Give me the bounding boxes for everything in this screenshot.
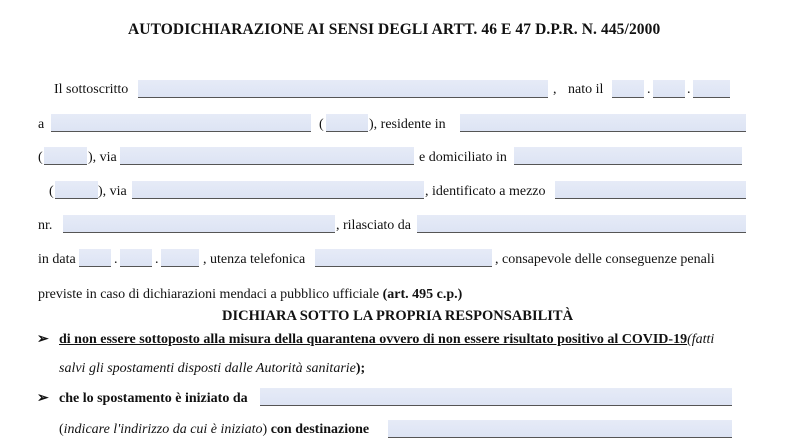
text-paren-close: ) bbox=[262, 422, 268, 437]
label-consapevole: , consapevole delle conseguenze penali bbox=[495, 252, 715, 267]
field-numero-documento[interactable] bbox=[63, 215, 335, 233]
text-previste: previste in caso di dichiarazioni mendaci a pubblico ufficiale bbox=[38, 287, 380, 302]
label-utenza: , utenza telefonica bbox=[203, 252, 306, 267]
field-telefono[interactable] bbox=[315, 249, 492, 267]
field-nascita-mese[interactable] bbox=[653, 80, 685, 98]
label-comma: , bbox=[553, 82, 557, 97]
field-documento[interactable] bbox=[555, 181, 746, 199]
label-paren-open: ( bbox=[49, 184, 54, 199]
field-provincia-domicilio[interactable] bbox=[55, 181, 98, 199]
field-nome[interactable] bbox=[138, 80, 548, 98]
field-domicilio[interactable] bbox=[514, 147, 742, 165]
item-quarantena-line2 bbox=[59, 361, 365, 377]
arrow-bullet-icon: ➢ bbox=[37, 391, 49, 406]
field-destinazione[interactable] bbox=[388, 420, 732, 438]
label-a: a bbox=[38, 117, 45, 132]
text-fatti: (fatti bbox=[687, 332, 715, 347]
section-heading-dichiara: DICHIARA SOTTO LA PROPRIA RESPONSABILITÀ bbox=[222, 308, 574, 324]
label-paren-open: ( bbox=[319, 117, 324, 132]
field-via-domicilio[interactable] bbox=[132, 181, 424, 199]
date-separator: . bbox=[687, 82, 691, 97]
label-via: ), via bbox=[98, 184, 127, 199]
arrow-bullet-icon: ➢ bbox=[37, 332, 49, 347]
text-salvi: salvi gli spostamenti disposti dalle Autorità sanitarie bbox=[59, 361, 356, 376]
field-via-residenza[interactable] bbox=[120, 147, 414, 165]
date-separator: . bbox=[114, 252, 118, 267]
field-rilascio-mese[interactable] bbox=[120, 249, 152, 267]
label-spostamento: che lo spostamento è iniziato da bbox=[59, 391, 248, 406]
label-in-data: in data bbox=[38, 252, 76, 267]
date-separator: . bbox=[647, 82, 651, 97]
text-quarantena: di non essere sottoposto alla misura della quarantena ovvero di non essere risultato positivo al COVID-19 bbox=[59, 332, 688, 347]
label-previste bbox=[38, 287, 462, 303]
label-destinazione bbox=[59, 422, 369, 438]
field-rilascio-anno[interactable] bbox=[161, 249, 199, 267]
field-rilascio-giorno[interactable] bbox=[79, 249, 111, 267]
text-con-destinazione: con destinazione bbox=[267, 422, 370, 437]
label-identificato: , identificato a mezzo bbox=[425, 184, 546, 199]
field-provincia-residenza[interactable] bbox=[44, 147, 87, 165]
text-art-495: (art. 495 c.p.) bbox=[382, 287, 463, 302]
label-paren-open: ( bbox=[38, 150, 43, 165]
label-rilasciato: , rilasciato da bbox=[336, 218, 412, 233]
text-paren-open: ( bbox=[59, 422, 64, 437]
field-indirizzo-partenza[interactable] bbox=[260, 388, 732, 406]
label-via: ), via bbox=[88, 150, 117, 165]
label-sottoscritto: Il sottoscritto bbox=[54, 82, 129, 97]
field-nascita-giorno[interactable] bbox=[612, 80, 644, 98]
text-indicare: indicare l'indirizzo da cui è iniziato bbox=[63, 422, 263, 437]
field-rilasciato-da[interactable] bbox=[417, 215, 746, 233]
field-luogo-nascita[interactable] bbox=[51, 114, 311, 132]
label-domiciliato: e domiciliato in bbox=[419, 150, 507, 165]
document-title: AUTODICHIARAZIONE AI SENSI DEGLI ARTT. 46 E 47 D.P.R. N. 445/2000 bbox=[128, 21, 661, 38]
field-provincia-nascita[interactable] bbox=[326, 114, 368, 132]
label-nato-il: nato il bbox=[568, 82, 604, 97]
label-nr: nr. bbox=[38, 218, 53, 233]
date-separator: . bbox=[155, 252, 159, 267]
field-residenza[interactable] bbox=[460, 114, 746, 132]
label-residente: ), residente in bbox=[369, 117, 446, 132]
text-close: ); bbox=[355, 361, 366, 376]
field-nascita-anno[interactable] bbox=[693, 80, 730, 98]
item-quarantena bbox=[59, 332, 714, 348]
